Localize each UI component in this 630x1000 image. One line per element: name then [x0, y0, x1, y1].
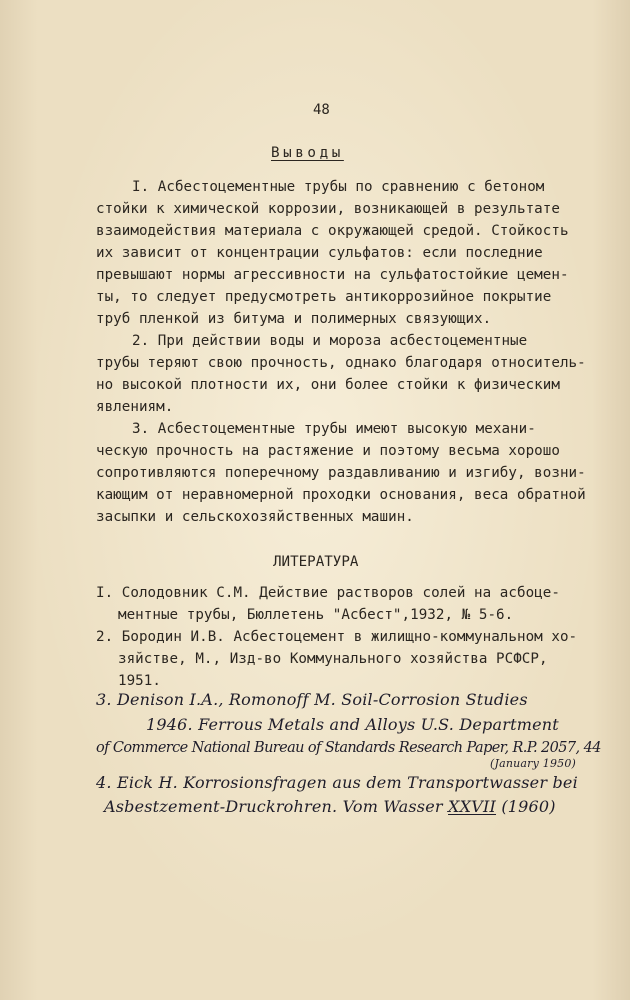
conclusion-line: сопротивляются поперечному раздавливанию и изгибу, возни-	[96, 465, 586, 481]
conclusion-line: трубы теряют свою прочность, однако благодаря относитель-	[96, 355, 586, 371]
conclusion-line: 3. Асбестоцементные трубы имеют высокую механи-	[132, 421, 536, 437]
conclusion-line: 2. При действии воды и мороза асбестоцементные	[132, 333, 528, 349]
handwritten-reference-line: 4. Eick H. Korrosionsfragen aus dem Transportwasser bei	[96, 773, 578, 792]
conclusion-line: труб пленкой из битума и полимерных связующих.	[96, 311, 492, 327]
reference-line: зяйстве, М., Изд-во Коммунального хозяйства РСФСР,	[118, 651, 548, 667]
conclusion-line: но высокой плотности их, они более стойки к физическим	[96, 377, 560, 393]
handwritten-reference-date: (January 1950)	[490, 757, 577, 770]
conclusion-line: явлениям.	[96, 399, 174, 415]
conclusion-line: кающим от неравномерной проходки основания, веса обратной	[96, 487, 586, 503]
conclusion-line: ты, то следует предусмотреть антикоррозийное покрытие	[96, 289, 552, 305]
section-heading: Выводы	[271, 145, 344, 161]
conclusion-line: ческую прочность на растяжение и поэтому весьма хорошо	[96, 443, 560, 459]
handwritten-reference-volume: XXVII	[448, 797, 497, 816]
reference-line: 1951.	[118, 673, 161, 689]
conclusion-line: засыпки и сельскохозяйственных машин.	[96, 509, 414, 525]
handwritten-reference-line: 3. Denison I.A., Romonoff M. Soil-Corrosion Studies	[96, 690, 528, 709]
conclusion-line: стойки к химической коррозии, возникающей в результате	[96, 201, 560, 217]
handwritten-reference-year: (1960)	[501, 797, 556, 816]
handwritten-reference-title: Asbestzement-Druckrohren. Vom Wasser	[104, 797, 443, 816]
handwritten-reference-line: 1946. Ferrous Metals and Alloys U.S. Department	[146, 715, 559, 734]
conclusion-line: превышают нормы агрессивности на сульфатостойкие цемен-	[96, 267, 569, 283]
handwritten-reference-line: of Commerce National Bureau of Standards Research Paper, R.P. 2057, 44	[96, 740, 601, 756]
reference-line: ментные трубы, Бюллетень "Асбест",1932, № 5-6.	[118, 607, 514, 623]
conclusion-line: взаимодействия материала с окружающей средой. Стойкость	[96, 223, 569, 239]
conclusion-line: их зависит от концентрации сульфатов: если последние	[96, 245, 543, 261]
page-number: 48	[313, 102, 330, 118]
reference-line: 2. Бородин И.В. Асбестоцемент в жилищно-коммунальном хо-	[96, 629, 578, 645]
literature-heading: ЛИТЕРАТУРА	[273, 554, 359, 570]
conclusion-line: I. Асбестоцементные трубы по сравнению с бетоном	[132, 179, 545, 195]
reference-line: I. Солодовник С.М. Действие растворов солей на асбоце-	[96, 585, 560, 601]
handwritten-reference-line	[104, 797, 556, 816]
